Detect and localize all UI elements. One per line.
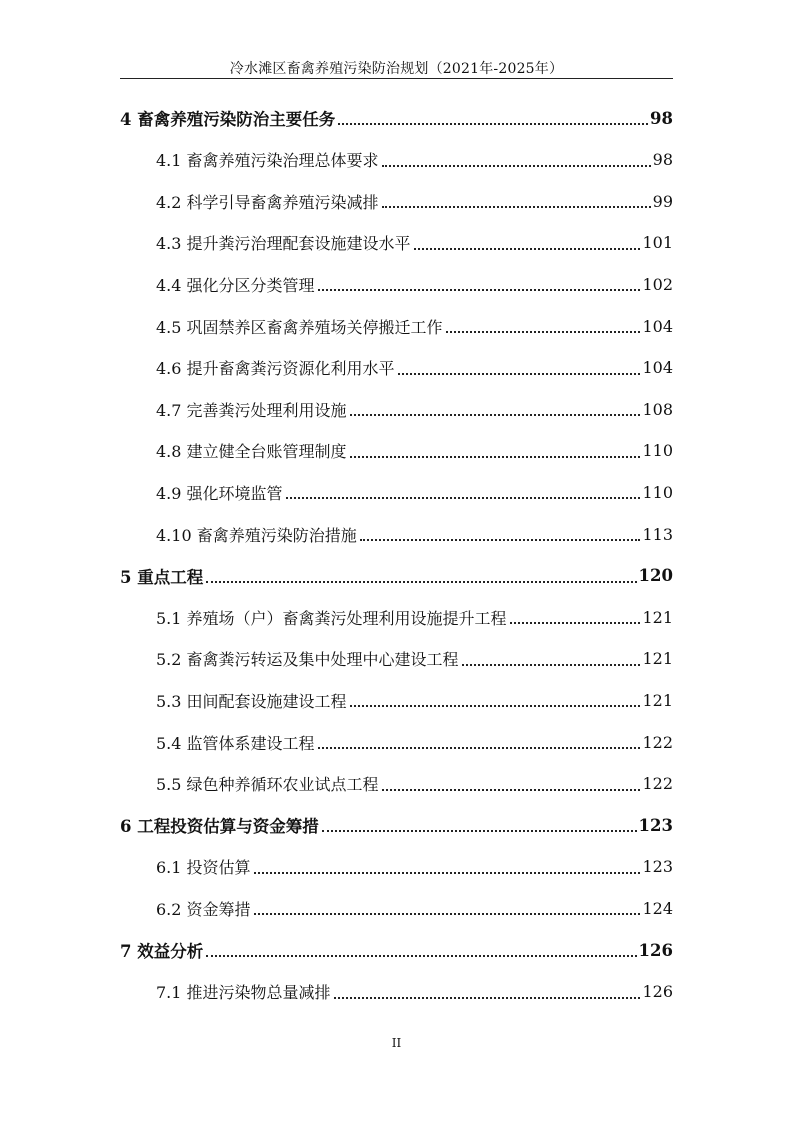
toc-entry-page: 122 — [642, 774, 673, 794]
toc-section-entry[interactable] — [120, 140, 673, 180]
toc-dot-leader — [338, 123, 648, 125]
toc-dot-leader — [334, 997, 641, 999]
header-rule — [120, 78, 673, 79]
toc-entry-title: 4.3 提升粪污治理配套设施建设水平 — [156, 234, 411, 254]
toc-entry-title: 4.5 巩固禁养区畜禽养殖场关停搬迁工作 — [156, 317, 443, 337]
toc-dot-leader — [286, 497, 641, 499]
toc-entry-page: 101 — [642, 233, 673, 253]
toc-dot-leader — [510, 622, 641, 624]
toc-entry-page: 123 — [642, 857, 673, 877]
toc-chapter-entry[interactable] — [120, 556, 673, 596]
toc-entry-title: 4.6 提升畜禽粪污资源化利用水平 — [156, 359, 395, 379]
toc-entry-title: 4.10 畜禽养殖污染防治措施 — [156, 525, 357, 545]
toc-dot-leader — [318, 747, 641, 749]
toc-section-entry[interactable] — [120, 639, 673, 679]
toc-dot-leader — [206, 955, 636, 957]
toc-dot-leader — [322, 830, 637, 832]
toc-entry-title: 7.1 推进污染物总量减排 — [156, 983, 331, 1003]
toc-entry-page: 121 — [642, 607, 673, 627]
toc-entry-page: 102 — [642, 274, 673, 294]
toc-entry-title: 5.2 畜禽粪污转运及集中处理中心建设工程 — [156, 650, 459, 670]
toc-section-entry[interactable] — [120, 680, 673, 720]
toc-dot-leader — [254, 913, 641, 915]
toc-section-entry[interactable] — [120, 472, 673, 512]
toc-entry-title: 4 畜禽养殖污染防治主要任务 — [120, 110, 336, 129]
toc-entry-page: 98 — [650, 108, 673, 128]
toc-section-entry[interactable] — [120, 306, 673, 346]
toc-entry-title: 5.5 绿色种养循环农业试点工程 — [156, 775, 379, 795]
toc-entry-title: 6 工程投资估算与资金筹措 — [120, 817, 319, 837]
toc-entry-title: 4.7 完善粪污处理利用设施 — [156, 400, 347, 420]
toc-dot-leader — [398, 373, 641, 375]
toc-section-entry[interactable] — [120, 847, 673, 887]
toc-dot-leader — [462, 664, 641, 666]
toc-entry-page: 110 — [642, 482, 673, 502]
toc-entry-title: 5.1 养殖场（户）畜禽粪污处理利用设施提升工程 — [156, 608, 507, 628]
toc-dot-leader — [206, 581, 636, 583]
toc-dot-leader — [360, 539, 641, 541]
toc-entry-page: 126 — [642, 982, 673, 1002]
toc-entry-page: 123 — [638, 815, 673, 835]
toc-entry-title: 5.4 监管体系建设工程 — [156, 733, 315, 753]
toc-entry-page: 98 — [652, 150, 673, 170]
toc-entry-page: 121 — [642, 649, 673, 669]
toc-section-entry[interactable] — [120, 389, 673, 429]
toc-chapter-entry[interactable] — [120, 805, 673, 845]
toc-dot-leader — [446, 331, 641, 333]
toc-section-entry[interactable] — [120, 722, 673, 762]
toc-section-entry[interactable] — [120, 514, 673, 554]
toc-entry-title: 5.3 田间配套设施建设工程 — [156, 691, 347, 711]
toc-dot-leader — [414, 248, 641, 250]
toc-entry-title: 7 效益分析 — [120, 942, 204, 961]
toc-entry-page: 110 — [642, 441, 673, 461]
toc-entry-page: 122 — [642, 732, 673, 752]
toc-entry-page: 124 — [642, 898, 673, 918]
toc-section-entry[interactable] — [120, 431, 673, 471]
toc-entry-title: 4.4 强化分区分类管理 — [156, 275, 315, 295]
toc-chapter-entry[interactable] — [120, 98, 673, 138]
toc-dot-leader — [350, 414, 641, 416]
toc-entry-page: 126 — [638, 940, 673, 960]
page-number: II — [391, 1036, 402, 1050]
toc-dot-leader — [350, 456, 641, 458]
toc-dot-leader — [382, 206, 651, 208]
toc-dot-leader — [350, 705, 641, 707]
toc-entry-title: 6.1 投资估算 — [156, 858, 251, 878]
toc-entry-title: 4.1 畜禽养殖污染治理总体要求 — [156, 151, 379, 171]
toc-dot-leader — [382, 165, 651, 167]
toc-section-entry[interactable] — [120, 181, 673, 221]
toc-entry-page: 121 — [642, 690, 673, 710]
toc-section-entry[interactable] — [120, 348, 673, 388]
toc-entry-title: 4.9 强化环境监管 — [156, 483, 283, 503]
toc-section-entry[interactable] — [120, 972, 673, 1012]
toc-chapter-entry[interactable] — [120, 930, 673, 970]
toc-entry-page: 108 — [642, 399, 673, 419]
toc-entry-title: 6.2 资金筹措 — [156, 899, 251, 919]
toc-section-entry[interactable] — [120, 597, 673, 637]
toc-entry-title: 5 重点工程 — [120, 567, 204, 587]
toc-dot-leader — [254, 872, 641, 874]
toc-dot-leader — [318, 289, 641, 291]
toc-dot-leader — [382, 789, 641, 791]
toc-section-entry[interactable] — [120, 888, 673, 928]
toc-section-entry[interactable] — [120, 264, 673, 304]
toc-section-entry[interactable] — [120, 764, 673, 804]
toc-entry-page: 104 — [642, 358, 673, 378]
toc-entry-page: 104 — [642, 316, 673, 336]
toc-section-entry[interactable] — [120, 223, 673, 263]
running-header: 冷水滩区畜禽养殖污染防治规划（2021年-2025年） — [229, 61, 564, 77]
toc-entry-page: 99 — [652, 191, 673, 211]
toc-entry-title: 4.8 建立健全台账管理制度 — [156, 442, 347, 462]
toc-entry-page: 113 — [642, 524, 673, 544]
toc-entry-title: 4.2 科学引导畜禽养殖污染减排 — [156, 192, 379, 212]
toc-entry-page: 120 — [638, 566, 673, 586]
